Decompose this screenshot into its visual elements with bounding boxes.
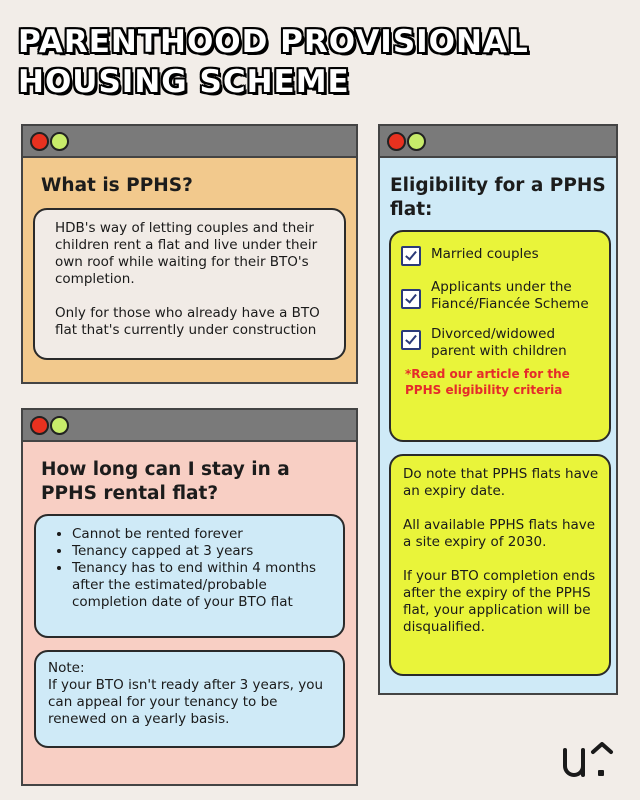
list-item: • Cannot be rented forever xyxy=(72,526,333,543)
checkbox-checked-icon xyxy=(401,330,421,350)
eligibility-window xyxy=(378,124,618,695)
list-item: • Tenancy capped at 3 years xyxy=(72,543,333,560)
expiry-paragraph-1: Do note that PPHS flats have an expiry date. xyxy=(403,466,599,499)
window-titlebar xyxy=(23,410,356,442)
title-line-1: PARENTHOOD PROVISIONAL xyxy=(18,24,529,60)
stay-heading: How long can I stay in a PPHS rental flat? xyxy=(41,459,290,504)
green-dot-icon xyxy=(50,416,69,435)
window-titlebar xyxy=(23,126,356,158)
green-dot-icon xyxy=(407,132,426,151)
note-label: Note: xyxy=(48,660,85,676)
eligibility-article-link[interactable]: *Read our article for the PPHS eligibility criteria xyxy=(405,367,570,397)
eligibility-item xyxy=(401,246,603,266)
brand-logo-icon xyxy=(561,742,617,778)
stay-bullet-list xyxy=(50,526,333,611)
what-is-paragraph-1: HDB's way of letting couples and their children rent a flat and live under their own roof while waiting for their BTO's completion. xyxy=(55,220,318,287)
what-is-pphs-window xyxy=(21,124,358,384)
window-titlebar xyxy=(380,126,616,158)
expiry-paragraph-2: All available PPHS flats have a site expiry of 2030. xyxy=(403,517,596,550)
page-title xyxy=(18,22,618,102)
expiry-paragraph-3: If your BTO completion ends after the expiry of the PPHS flat, your application will be disqualified. xyxy=(403,568,596,635)
green-dot-icon xyxy=(50,132,69,151)
red-dot-icon xyxy=(30,416,49,435)
stay-duration-window xyxy=(21,408,358,786)
stay-note-panel xyxy=(34,650,345,748)
eligibility-item xyxy=(401,279,603,313)
expiry-panel xyxy=(389,454,611,676)
what-is-heading: What is PPHS? xyxy=(41,175,193,196)
eligibility-item-label: Married couples xyxy=(431,246,539,262)
eligibility-item-label: Divorced/widowed parent with children xyxy=(431,326,567,359)
eligibility-panel xyxy=(389,230,611,442)
what-is-panel xyxy=(33,208,346,360)
title-line-2: HOUSING SCHEME xyxy=(18,64,350,100)
eligibility-heading: Eligibility for a PPHS flat: xyxy=(390,175,606,220)
eligibility-item xyxy=(401,326,603,360)
stay-bullets-panel xyxy=(34,514,345,638)
list-item: • Tenancy has to end within 4 months after the estimated/probable completion date of your BTO flat xyxy=(72,560,333,611)
note-text: If your BTO isn't ready after 3 years, you can appeal for your tenancy to be renewed on a yearly basis. xyxy=(48,677,324,727)
checkbox-checked-icon xyxy=(401,289,421,309)
what-is-paragraph-2: Only for those who already have a BTO flat that's currently under construction xyxy=(55,305,320,338)
red-dot-icon xyxy=(387,132,406,151)
eligibility-item-label: Applicants under the Fiancé/Fiancée Scheme xyxy=(431,279,589,312)
checkbox-checked-icon xyxy=(401,246,421,266)
red-dot-icon xyxy=(30,132,49,151)
